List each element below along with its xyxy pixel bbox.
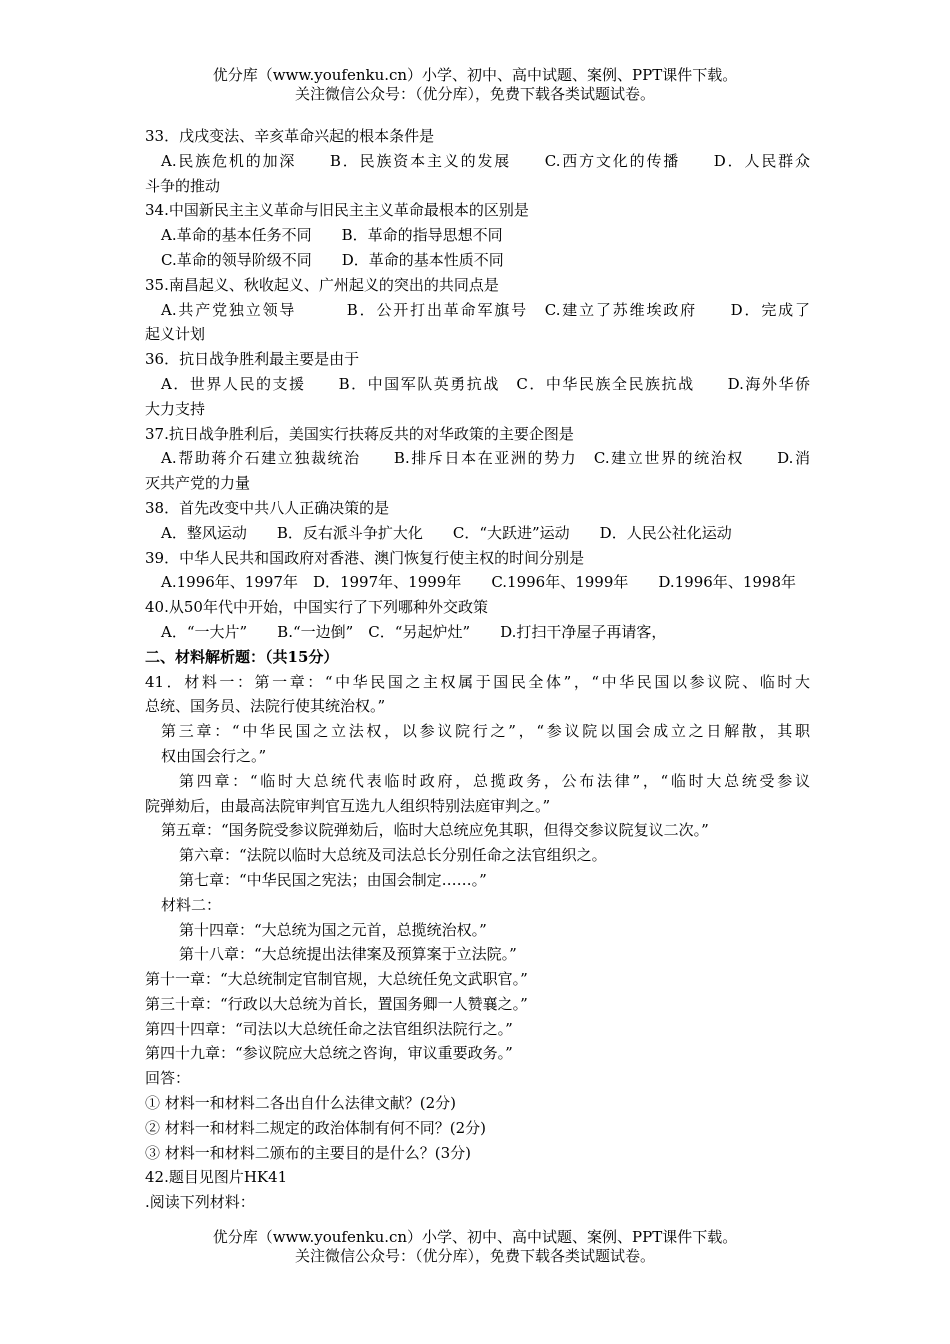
question-33-options-cont: 斗争的推动 [145, 176, 221, 195]
answer-label: 回答： [145, 1069, 191, 1088]
sub-question-1: ① 材料一和材料二各出自什么法律文献？(2分) [145, 1094, 457, 1113]
material-1-intro-cont: 总统、国务员、法院行使其统治权。” [145, 697, 386, 716]
material-1-chapter-4-cont: 院弹劾后，由最高法院审判官互选九人组织特别法庭审判之。” [145, 796, 551, 815]
question-37-options-cont: 灭共产党的力量 [145, 474, 251, 493]
question-39: 39．中华人民共和国政府对香港、澳门恢复行使主权的时间分别是 [145, 548, 585, 567]
material-1-intro: 41．材料一：第一章：“中华民国之主权属于国民全体”，“中华民国以参议院、临时大 [145, 672, 810, 691]
question-42: 42.题目见图片HK41 [145, 1168, 288, 1187]
question-36-options-cont: 大力支持 [145, 399, 206, 418]
question-33: 33．戊戌变法、辛亥革命兴起的根本条件是 [145, 127, 435, 145]
question-34-options-cd: C.革命的领导阶级不同 D．革命的基本性质不同 [161, 250, 504, 269]
material-1-chapter-5: 第五章：“国务院受参议院弹劾后，临时大总统应免其职，但得交参议院复议二次。” [161, 821, 709, 840]
question-39-options: A.1996年、1997年 D．1997年、1999年 C.1996年、1999年 D.1996年、1998年 [161, 573, 796, 592]
footer-line-1: 优分库（www.youfenku.cn）小学、初中、高中试题、案例、PPT课件下载。 [212, 1228, 738, 1246]
reading-prompt: .阅读下列材料： [145, 1193, 255, 1212]
sub-question-3: ③ 材料一和材料二颁布的主要目的是什么？(3分) [145, 1143, 472, 1162]
page-header [0, 66, 950, 104]
question-37-options: A.帮助蒋介石建立独裁统治 B.排斥日本在亚洲的势力 C.建立世界的统治权 D.消 [161, 449, 810, 468]
question-38: 38．首先改变中共八人正确决策的是 [145, 498, 390, 517]
section-heading: 二、材料解析题：（共15分） [145, 647, 339, 666]
question-35-options-cont: 起义计划 [145, 325, 206, 344]
footer-line-2: 关注微信公众号：（优分库），免费下载各类试题试卷。 [294, 1247, 655, 1265]
page-footer [0, 1228, 950, 1266]
material-1-chapter-4: 第四章：“临时大总统代表临时政府，总揽政务，公布法律”，“临时大总统受参议 [179, 771, 810, 790]
header-line-2: 关注微信公众号：（优分库），免费下载各类试题试卷。 [294, 85, 655, 103]
question-34-options-ab: A.革命的基本任务不同 B．革命的指导思想不同 [161, 226, 503, 245]
material-1-chapter-3-cont: 权由国会行之。” [161, 746, 267, 765]
material-2-chapter-18: 第十八章：“大总统提出法律案及预算案于立法院。” [179, 945, 517, 964]
question-36: 36．抗日战争胜利最主要是由于 [145, 350, 360, 369]
material-2-chapter-44: 第四十四章：“司法以大总统任命之法官组织法院行之。” [145, 1019, 513, 1038]
sub-question-2: ② 材料一和材料二规定的政治体制有何不同？(2分) [145, 1118, 487, 1137]
material-2-chapter-11: 第十一章：“大总统制定官制官规，大总统任免文武职官。” [145, 970, 528, 989]
material-1-chapter-6: 第六章：“法院以临时大总统及司法总长分别任命之法官组织之。 [179, 846, 607, 865]
question-36-options: A．世界人民的支援 B．中国军队英勇抗战 C．中华民族全民族抗战 D.海外华侨 [161, 374, 810, 393]
question-38-options: A．整风运动 B．反右派斗争扩大化 C．“大跃进”运动 D．人民公社化运动 [161, 523, 732, 542]
material-2-chapter-14: 第十四章：“大总统为国之元首，总揽统治权。” [179, 920, 487, 939]
material-2-chapter-49: 第四十九章：“参议院应大总统之咨询，审议重要政务。” [145, 1044, 513, 1063]
question-40: 40.从50年代中开始，中国实行了下列哪种外交政策 [145, 598, 488, 617]
material-2-chapter-30: 第三十章：“行政以大总统为首长，置国务卿一人赞襄之。” [145, 994, 528, 1013]
question-34: 34.中国新民主主义革命与旧民主主义革命最根本的区别是 [145, 201, 529, 220]
header-line-1: 优分库（www.youfenku.cn）小学、初中、高中试题、案例、PPT课件下载。 [212, 66, 738, 84]
question-40-options: A．“一大片” B.“一边倒” C．“另起炉灶” D.打扫干净屋子再请客， [161, 622, 667, 641]
material-1-chapter-7: 第七章：“中华民国之宪法；由国会制定……。” [179, 870, 487, 889]
question-33-options: A.民族危机的加深 B．民族资本主义的发展 C.西方文化的传播 D．人民群众 [161, 151, 810, 170]
material-1-chapter-3: 第三章：“中华民国之立法权，以参议院行之”，“参议院以国会成立之日解散，其职 [161, 722, 810, 741]
material-2-label: 材料二： [161, 895, 222, 914]
exam-content [145, 124, 810, 1215]
question-37: 37.抗日战争胜利后，美国实行扶蒋反共的对华政策的主要企图是 [145, 424, 574, 443]
question-35: 35.南昌起义、秋收起义、广州起义的突出的共同点是 [145, 275, 499, 294]
question-35-options: A.共产党独立领导 B．公开打出革命军旗号 C.建立了苏维埃政府 D．完成了 [161, 300, 810, 319]
